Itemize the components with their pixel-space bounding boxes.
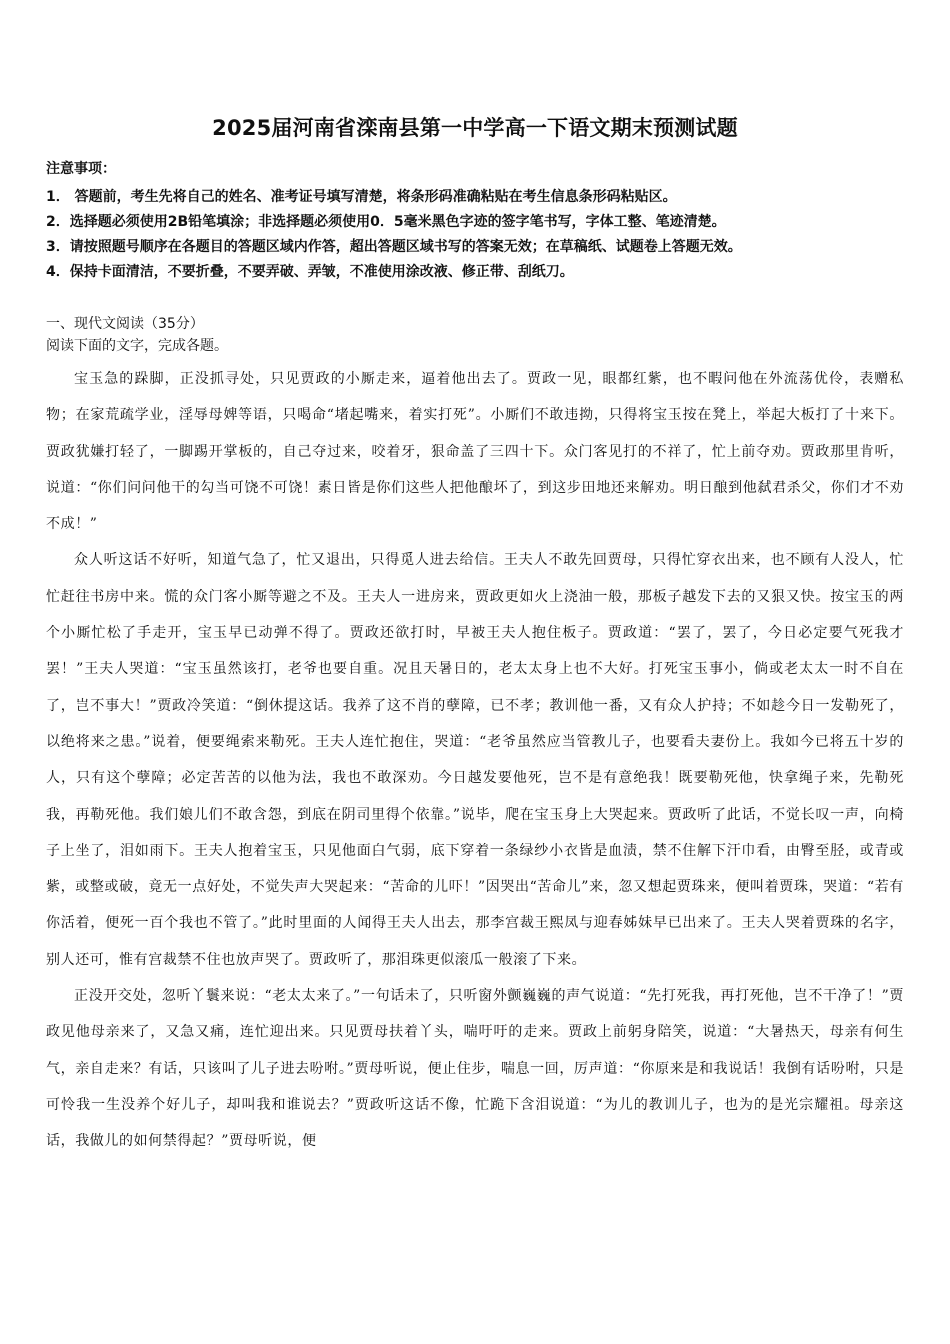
- passage-paragraph: 宝玉急的跺脚，正没抓寻处，只见贾政的小厮走来，逼着他出去了。贾政一见，眼都红紫，也不暇问他在外流荡优伶，表赠私物；在家荒疏学业，淫辱母婢等语，只喝命“堵起嘴来，着实打死”。小厮们不敢违拗，只得将宝玉按在凳上，举起大板打了十来下。贾政犹嫌打轻了，一脚踢开掌板的，自己夺过来，咬着牙，狠命盖了三四十下。众门客见打的不祥了，忙上前夺劝。贾政那里肯听，说道：“你们问问他干的勾当可饶不可饶！素日皆是你们这些人把他酿坏了，到这步田地还来解劝。明日酿到他弑君杀父，你们才不劝不成！”: [46, 371, 904, 533]
- notice-item: 3．请按照题号顺序在各题目的答题区域内作答，超出答题区域书写的答案无效；在草稿纸、试题卷上答题无效。: [46, 239, 742, 255]
- passage-paragraph: 众人听这话不好听，知道气急了，忙又退出，只得觅人进去给信。王夫人不敢先回贾母，只得忙穿衣出来，也不顾有人没人，忙忙赶往书房中来。慌的众门客小厮等避之不及。王夫人一进房来，贾政更如火上浇油一般，那板子越发下去的又狠又快。按宝玉的两个小厮忙松了手走开，宝玉早已动弹不得了。贾政还欲打时，早被王夫人抱住板子。贾政道：“罢了，罢了，今日必定要气死我才罢！”王夫人哭道：“宝玉虽然该打，老爷也要自重。况且天暑日的，老太太身上也不大好。打死宝玉事小，倘或老太太一时不自在了，岂不事大！”贾政冷笑道：“倒休提这话。我养了这不肖的孽障，已不孝；教训他一番，又有众人护持；不如趁今日一发勒死了，以绝将来之患。”说着，便要绳索来勒死。王夫人连忙抱住，哭道：“老爷虽然应当管教儿子，也要看夫妻份上。我如今已将五十岁的人，只有这个孽障；必定苦苦的以他为法，我也不敢深劝。今日越发要他死，岂不是有意绝我！既要勒死他，快拿绳子来，先勒死我，再勒死他。我们娘儿们不敢含怨，到底在阴司里得个依靠。”说毕，爬在宝玉身上大哭起来。贾政听了此话，不觉长叹一声，向椅子上坐了，泪如雨下。王夫人抱着宝玉，只见他面白气弱，底下穿着一条绿纱小衣皆是血渍，禁不住解下汗巾看，由臀至胫，或青或紫，或整或破，竟无一点好处，不觉失声大哭起来：“苦命的儿吓！”因哭出“苦命儿”来，忽又想起贾珠来，便叫着贾珠，哭道：“若有你活着，便死一百个我也不管了。”此时里面的人闻得王夫人出去，那李宫裁王熙凤与迎春姊妹早已出来了。王夫人哭着贾珠的名字，别人还可，惟有宫裁禁不住也放声哭了。贾政听了，那泪珠更似滚瓜一般滚了下来。: [46, 552, 904, 968]
- section-heading: 一、现代文阅读（35分）: [46, 316, 204, 332]
- notice-item: 2．选择题必须使用2B铅笔填涂；非选择题必须使用0．5毫米黑色字迹的签字笔书写，字体工整、笔迹清楚。: [46, 214, 726, 230]
- notice-heading: 注意事项：: [46, 161, 116, 177]
- passage-paragraph: 正没开交处，忽听丫鬟来说：“老太太来了。”一句话未了，只听窗外颤巍巍的声气说道：“先打死我，再打死他，岂不干净了！”贾政见他母亲来了，又急又痛，连忙迎出来。只见贾母扶着丫头，喘吁吁的走来。贾政上前躬身陪笑，说道：“大暑热天，母亲有何生气，亲自走来？有话，只该叫了儿子进去吩咐。”贾母听说，便止住步，喘息一回，厉声道：“你原来是和我说话！我倒有话吩咐，只是可怜我一生没养个好儿子，却叫我和谁说去？”贾政听这话不像，忙跪下含泪说道：“为儿的教训儿子，也为的是光宗耀祖。母亲这话，我做儿的如何禁得起？”贾母听说，便: [46, 988, 904, 1150]
- section-instruction: 阅读下面的文字，完成各题。: [46, 338, 228, 354]
- notice-block: [46, 158, 904, 285]
- reading-section: [46, 313, 904, 1160]
- notice-item: 1． 答题前，考生先将自己的姓名、准考证号填写清楚，将条形码准确粘贴在考生信息条形码粘贴区。: [46, 189, 677, 205]
- notice-item: 4．保持卡面清洁，不要折叠，不要弄破、弄皱，不准使用涂改液、修正带、刮纸刀。: [46, 264, 574, 280]
- exam-title: 2025届河南省滦南县第一中学高一下语文期末预测试题: [212, 116, 738, 140]
